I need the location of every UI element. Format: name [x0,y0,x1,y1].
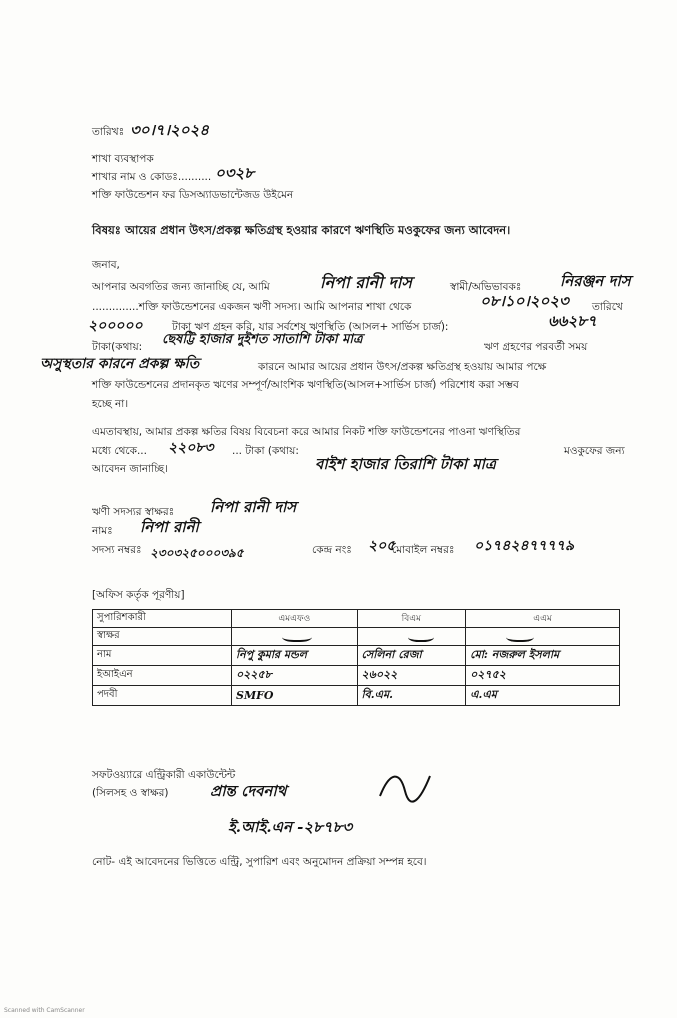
center-number: ২০৫ [368,538,396,554]
member-number: ২৩০৩২৫০০০৩৯৫ [150,546,244,560]
salutation: জনাব, [92,259,120,271]
header-bm: বিএম [357,610,466,628]
bm-signature [357,628,466,646]
branch-code: ০৩২৮ [215,164,254,182]
bm-ein: ২৬০২২ [357,666,466,686]
table-row [93,646,620,666]
date-label: তারিখঃ [92,126,125,138]
header-mfo: এমএফও [232,610,358,628]
row-label-designation: পদবী [93,686,232,706]
table-row [93,610,620,628]
scanner-watermark: Scanned with CamScanner [4,1007,85,1014]
office-caption: [অফিস কর্তৃক পূরণীয়] [92,589,185,601]
p1-line2b: তারিখে [592,301,623,313]
p1-line7: হচ্ছে না। [92,398,129,410]
p1-line1a: আপনার অবগতির জন্য জানাচ্ছি যে, আমি [92,281,270,293]
accountant-title: সফটওয়্যারে এন্ট্রিকারী একাউন্টেন্ট [92,769,236,781]
row-label-signature: স্বাক্ষর [93,628,232,646]
member-signature: নিপা রানী দাস [210,498,297,516]
table-row [93,666,620,686]
waiver-in-words: বাইশ হাজার তিরাশি টাকা মাত্র [315,455,496,473]
p1-line4b: ঋণ গ্রহণের পরবর্তী সময় [484,341,588,353]
subject-line: বিষয়ঃ আয়ের প্রধান উৎস/প্রকল্প ক্ষতিগ্রস্থ হওয়ার কারণে ঋণস্থিতি মওকুফের জন্য আবেদন। [92,223,511,237]
bm-name: সেলিনা রেজা [357,646,466,666]
member-name-label: নামঃ [92,525,113,537]
loan-balance: ৬৬২৮৭ [548,312,597,330]
accountant-scribble [375,766,435,806]
p1-line4a: টাকা(কথায়: [92,341,143,353]
member-sign-label: ঋণী সদস্যর স্বাক্ষরঃ [92,506,175,518]
applicant-name: নিপা রানী দাস [320,273,412,292]
waiver-amount: ২২০৮৩ [168,440,214,456]
org-name: শক্তি ফাউন্ডেশন ফর ডিসঅ্যাডভান্টেজড উইমেন [92,189,294,201]
p2-line1: এমতাবস্থায়, আমার প্রকল্প ক্ষতির বিষয় বিবেচনা করে আমার নিকট শক্তি ফাউন্ডেশনের পাওনা ঋণস্থিতির [92,426,521,438]
p1-line6: শক্তি ফাউন্ডেশনের প্রদানকৃত ঋণের সম্পূর্ণ/আংশিক ঋণস্থিতি(আসল+সার্ভিস চার্জ) পরিশোধ করা সম্ভব [92,379,519,391]
am-ein: ০২৭৫২ [466,666,620,686]
accountant-signature: প্রান্ত দেবনাথ [210,782,287,800]
p2-line3: আবেদন জানাচ্ছি। [92,463,168,475]
p2-line2a: মধ্যে থেকে... [92,445,147,457]
row-label-ein: ইআইএন [93,666,232,686]
p2-line2c: মওকুফের জন্য [564,445,625,457]
header-recommender: সুপারিশকারী [93,610,232,628]
am-designation: এ.এম [466,686,620,706]
balance-in-words: ছেষট্টি হাজার দুইশত সাতাশি টাকা মাত্র [162,332,363,347]
mfo-signature [232,628,358,646]
member-no-label: সদস্য নম্বরঃ [92,544,142,556]
seal-label: (সিলসহ ও স্বাক্ষর) [92,787,169,799]
mfo-ein: ০২২৫৮ [232,666,358,686]
date-value: ৩০।৭।২০২৪ [130,121,209,139]
accountant-ein: ই.আই.এন -২৮৭৮৩ [228,818,353,836]
office-table [92,609,620,706]
p2-line2b: ... টাকা (কথায়: [232,445,299,457]
guardian-name: নিরঞ্জন দাস [560,272,631,290]
member-name: নিপা রানী [140,518,199,536]
center-label: কেন্দ্র নংঃ [312,544,352,556]
recipient: শাখা ব্যবস্থাপক [92,153,154,165]
table-row [93,628,620,646]
p1-line1b: স্বামী/অভিভাবকঃ [450,281,522,293]
bm-designation: বি.এম. [357,686,466,706]
footer-note: নোট- এই আবেদনের ভিত্তিতে এন্ট্রি, সুপারিশ এবং অনুমোদন প্রক্রিয়া সম্পন্ন হবে। [92,856,427,868]
header-am: এএম [466,610,620,628]
p1-line3a: টাকা ঋণ গ্রহন করি, যার সর্বশেষ ঋণস্থিতি (আসল+ সার্ভিস চার্জ): [172,321,449,333]
loan-date: ০৮।১০।২০২৩ [480,292,569,310]
loan-amount: ২০০০০০ [88,318,143,334]
am-name: মো: নজরুল ইসলাম [466,646,620,666]
mfo-designation: SMFO [232,686,358,706]
p1-line5a: কারনে আমার আয়ের প্রধান উৎস/প্রকল্প ক্ষতিগ্রস্থ হওয়ায় আমার পক্ষে [258,361,547,373]
branch-label: শাখার নাম ও কোডঃ.......... [92,171,212,183]
am-signature [466,628,620,646]
p1-line2a: ..............শক্তি ফাউন্ডেশনের একজন ঋণী সদস্য। আমি আপনার শাখা থেকে [92,301,412,313]
mobile-number: ০১৭৪২৪৭৭৭৭৯ [474,538,575,554]
table-row [93,686,620,706]
damage-reason: অসুস্থতার কারনে প্রকল্প ক্ষতি [40,356,200,372]
row-label-name: নাম [93,646,232,666]
mobile-label: মোবাইল নম্বরঃ [392,544,455,556]
mfo-name: নিপু কুমার মন্ডল [232,646,358,666]
